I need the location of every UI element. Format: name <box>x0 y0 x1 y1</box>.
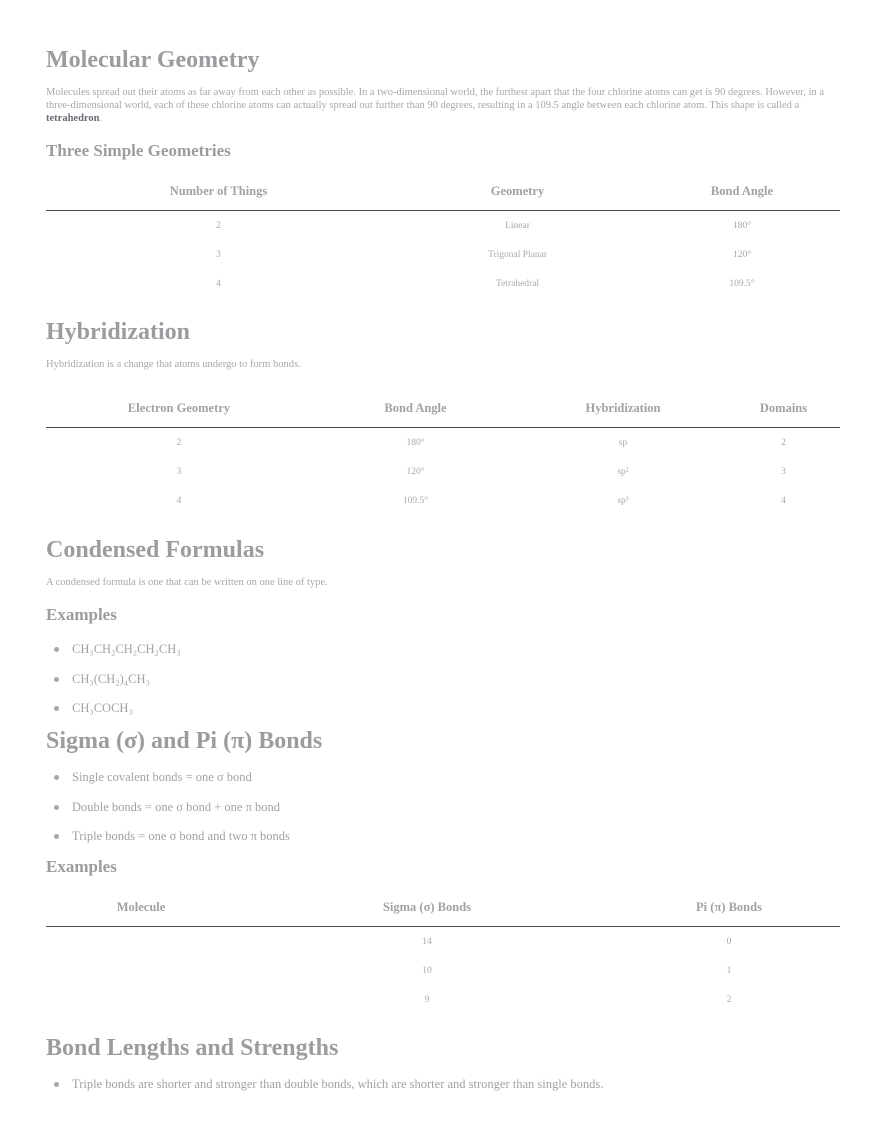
table-cell: 4 <box>176 495 182 506</box>
bullet-icon <box>54 834 59 839</box>
molecular-geometry-paragraph <box>46 86 840 125</box>
table-cell: 2 <box>216 220 221 231</box>
sigma-pi-table-wrap <box>46 888 840 1014</box>
column-header: Bond Angle <box>644 172 840 211</box>
table-cell: 2 <box>176 437 182 448</box>
column-header: Bond Angle <box>312 389 519 428</box>
column-header: Geometry <box>391 172 644 211</box>
hybridization-table <box>46 389 840 515</box>
column-header: Pi (π) Bonds <box>618 888 840 927</box>
condensed-examples-list-wrap <box>46 642 840 731</box>
molecular-geometry-section <box>46 46 840 74</box>
condensed-formulas-paragraph: A condensed formula is one that can be written on one line of type. <box>46 577 328 588</box>
table-row <box>46 927 840 957</box>
bullet-icon <box>54 1082 59 1087</box>
sigma-pi-heading-wrap <box>46 727 840 755</box>
table-cell: Tetrahedral <box>495 278 540 289</box>
bullet-icon <box>54 677 59 682</box>
list-item-text: Triple bonds = one σ bond and two π bonds <box>72 829 290 843</box>
table-row <box>46 428 840 458</box>
condensed-formulas-heading: Condensed Formulas <box>46 537 265 563</box>
table-cell: 109.5° <box>402 495 429 506</box>
sigma-pi-table <box>46 888 840 1014</box>
table-cell: 14 <box>422 936 432 947</box>
list-item <box>46 829 840 859</box>
bullet-icon <box>54 775 59 780</box>
table-cell: sp³ <box>617 495 629 506</box>
bullet-icon <box>54 706 59 711</box>
table-cell: 120° <box>406 466 425 477</box>
list-item <box>46 800 840 830</box>
list-item <box>46 770 840 800</box>
molecular-geometry-paragraph-wrap <box>46 86 840 125</box>
table-cell: 4 <box>216 278 221 289</box>
table-cell: 3 <box>781 466 786 477</box>
table-cell: 2 <box>726 994 732 1005</box>
hybridization-heading: Hybridization <box>46 319 191 345</box>
paragraph-text: Molecules spread out their atoms as far away from each other as possible. In a two-dimensional world, the furthest apart that the four chlorine atoms can get is 90 degrees. However, in a three-dimensional world, each of these chlorine atoms can actually spread out further than 90 degrees, resulting in a 109.5 angle between each chlorine atom. This shape is called a <box>46 87 825 111</box>
table-cell <box>46 956 236 985</box>
condensed-examples-heading: Examples <box>46 605 117 624</box>
sigma-pi-list-wrap <box>46 770 840 859</box>
table-cell: 180° <box>406 437 425 448</box>
table-header-row <box>46 389 840 428</box>
geometries-table <box>46 172 840 298</box>
table-cell: 3 <box>216 249 221 260</box>
table-cell <box>46 985 236 1014</box>
column-header: Electron Geometry <box>46 389 312 428</box>
table-header-row <box>46 172 840 211</box>
sigma-pi-heading: Sigma (σ) and Pi (π) Bonds <box>46 728 323 754</box>
bullet-icon <box>54 805 59 810</box>
table-cell: 9 <box>424 994 430 1005</box>
table-cell: Linear <box>505 220 530 231</box>
list-item-text: Triple bonds are shorter and stronger than double bonds, which are shorter and stronger than single bonds. <box>72 1077 604 1091</box>
sigma-pi-examples-heading-wrap <box>46 857 840 877</box>
list-item <box>46 1077 840 1107</box>
column-header: Number of Things <box>46 172 391 211</box>
list-item-text: Double bonds = one σ bond + one π bond <box>72 799 281 814</box>
list-item <box>46 672 840 702</box>
table-cell: 1 <box>726 965 732 976</box>
bond-lengths-list <box>46 1077 840 1107</box>
table-cell: 10 <box>422 965 432 976</box>
condensed-examples-list <box>46 642 840 731</box>
column-header: Hybridization <box>519 389 727 428</box>
condensed-examples-heading-wrap <box>46 605 840 625</box>
table-row <box>46 985 840 1014</box>
table-cell: 2 <box>781 437 786 448</box>
three-simple-geometries-heading-wrap <box>46 141 840 161</box>
list-item-text: CH₃COCH₃ <box>72 701 133 715</box>
table-header-row <box>46 888 840 927</box>
table-cell: sp <box>618 437 628 448</box>
table-cell: 120° <box>732 249 752 260</box>
table-row <box>46 269 840 298</box>
three-simple-geometries-heading: Three Simple Geometries <box>46 141 231 160</box>
sigma-pi-examples-heading: Examples <box>46 857 117 876</box>
molecular-geometry-heading: Molecular Geometry <box>46 47 260 73</box>
table-row <box>46 211 840 241</box>
table-cell: 4 <box>781 495 786 506</box>
list-item-text: CH₃CH₂CH₂CH₂CH₃ <box>72 642 181 656</box>
table-row <box>46 956 840 985</box>
table-cell: sp² <box>617 466 629 477</box>
condensed-formulas-heading-wrap <box>46 536 840 564</box>
table-cell: 0 <box>726 936 732 947</box>
hybridization-paragraph: Hybridization is a change that atoms undergo to form bonds. <box>46 359 301 370</box>
table-row <box>46 240 840 269</box>
list-item-text: Single covalent bonds = one σ bond <box>72 770 252 784</box>
bond-lengths-heading: Bond Lengths and Strengths <box>46 1035 339 1061</box>
column-header: Sigma (σ) Bonds <box>236 888 618 927</box>
table-cell: 109.5° <box>729 278 755 289</box>
hybridization-table-wrap <box>46 389 840 515</box>
list-item-text: CH₃(CH₂)₄CH₃ <box>72 671 150 686</box>
table-cell <box>46 927 236 957</box>
table-cell: Trigonal Planar <box>487 249 548 260</box>
column-header: Molecule <box>46 888 236 927</box>
tetrahedron-term: tetrahedron <box>46 113 100 124</box>
paragraph-end: . <box>99 113 103 124</box>
geometries-table-wrap <box>46 172 840 298</box>
table-row <box>46 457 840 486</box>
sigma-pi-list <box>46 770 840 859</box>
list-item <box>46 642 840 672</box>
bond-lengths-list-wrap <box>46 1077 840 1107</box>
bullet-icon <box>54 647 59 652</box>
column-header: Domains <box>727 389 840 428</box>
hybridization-heading-wrap <box>46 318 840 346</box>
hybridization-paragraph-wrap <box>46 358 840 371</box>
table-row <box>46 486 840 515</box>
table-cell: 3 <box>176 466 182 477</box>
bond-lengths-heading-wrap <box>46 1034 840 1062</box>
condensed-formulas-paragraph-wrap <box>46 576 840 589</box>
table-cell: 180° <box>732 220 752 231</box>
